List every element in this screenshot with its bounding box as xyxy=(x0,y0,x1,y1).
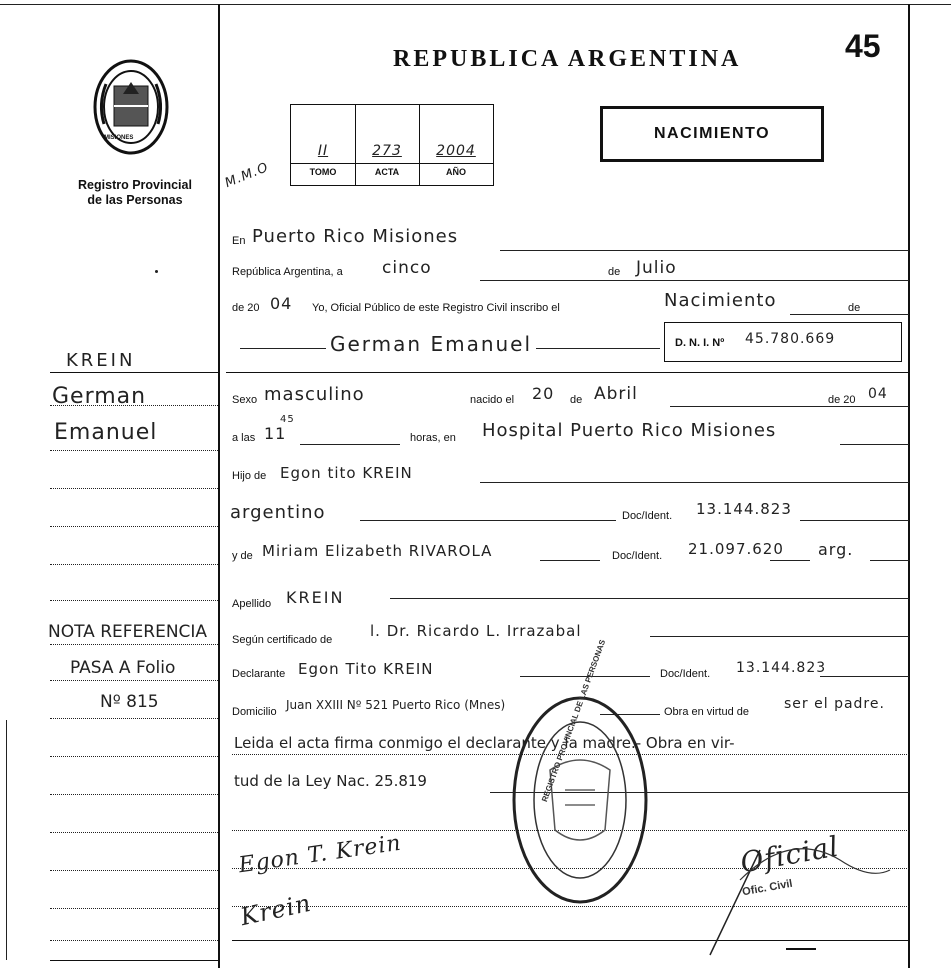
sexo-label: Sexo xyxy=(232,394,258,406)
acta-label: ACTA xyxy=(374,167,400,177)
place: Puerto Rico Misiones xyxy=(252,226,459,247)
certificado-value: l. Dr. Ricardo L. Irrazabal xyxy=(370,622,582,640)
dni-label: D. N. I. Nº xyxy=(675,337,725,349)
mother-doc: 21.097.620 xyxy=(688,540,784,558)
registry-box xyxy=(290,104,494,186)
dni-box xyxy=(664,322,902,362)
segun-label: Según certificado de xyxy=(232,634,333,646)
horas-label: horas, en xyxy=(410,432,456,444)
mother-label: y de xyxy=(232,550,253,562)
tomo-value: II xyxy=(317,143,329,159)
en-label: En xyxy=(232,235,246,247)
declarante-label: Declarante xyxy=(232,668,286,680)
record-type: NACIMIENTO xyxy=(653,125,771,142)
act-type: Nacimiento xyxy=(664,290,777,311)
dot-mark xyxy=(155,270,158,273)
birth-day: 20 xyxy=(532,384,555,403)
seal-caption: MISIONES xyxy=(104,135,134,141)
father-doc-label: Doc/Ident. xyxy=(622,510,673,522)
month: Julio xyxy=(636,258,677,278)
hour: 11 xyxy=(264,424,287,443)
right-border xyxy=(908,4,910,968)
nota-referencia: NOTA REFERENCIA xyxy=(48,622,208,642)
day-word: cinco xyxy=(382,258,432,278)
mother-name: Miriam Elizabeth RIVAROLA xyxy=(262,542,493,560)
registry-name: Registro Provincial de las Personas xyxy=(78,178,192,207)
signature-stroke-icon xyxy=(700,820,900,960)
record-type-box xyxy=(600,106,824,162)
father-nationality: argentino xyxy=(230,502,326,523)
official-seal-icon xyxy=(505,690,655,910)
acta-value: 273 xyxy=(372,143,402,159)
hijo-label: Hijo de xyxy=(232,470,267,482)
nota-number: Nº 815 xyxy=(100,692,159,712)
leida-line-2: tud de la Ley Nac. 25.819 xyxy=(234,772,427,790)
de2-label: de xyxy=(848,302,861,314)
nacido-label: nacido el xyxy=(470,394,515,406)
domicilio-value: Juan XXIII Nº 521 Puerto Rico (Mnes) xyxy=(286,698,506,712)
column-divider xyxy=(218,4,220,968)
signature-official: Oficial xyxy=(737,829,842,880)
birth-month: Abril xyxy=(594,384,638,404)
father-name: Egon tito KREIN xyxy=(280,464,413,482)
year-suffix: 04 xyxy=(270,294,293,313)
sexo-value: masculino xyxy=(264,384,365,405)
ano-value: 2004 xyxy=(436,143,476,159)
de2004-label: de 20 xyxy=(828,394,856,406)
birth-year-suffix: 04 xyxy=(868,386,888,402)
republica-label: República Argentina, a xyxy=(232,266,343,278)
sidebar-top-rule xyxy=(50,372,218,373)
father-doc: 13.144.823 xyxy=(696,500,792,518)
minutes: 45 xyxy=(280,414,295,425)
signature-declarante: Egon T. Krein xyxy=(237,830,404,879)
domicilio-label: Domicilio xyxy=(232,706,277,718)
obra-value: ser el padre. xyxy=(784,696,885,712)
de20-label: de 20 xyxy=(232,302,260,314)
sidebar-surname: KREIN xyxy=(66,350,136,371)
official-seal-text: REGISTRO PROVINCIAL DE LAS PERSONAS xyxy=(540,638,608,804)
declarante-doc-label: Doc/Ident. xyxy=(660,668,711,680)
child-name: German Emanuel xyxy=(326,332,536,356)
tomo-label: TOMO xyxy=(309,167,337,177)
nota-folio: PASA A Folio xyxy=(70,658,176,678)
sidebar-first-name: German xyxy=(52,384,147,409)
signature-mother: Krein xyxy=(237,888,314,932)
de3-label: de xyxy=(570,394,583,406)
top-border xyxy=(0,4,951,5)
declarante-doc: 13.144.823 xyxy=(736,660,827,676)
province-seal-icon xyxy=(88,54,174,160)
left-edge-line xyxy=(6,720,7,960)
ano-label: AÑO xyxy=(446,167,466,177)
birth-place: Hospital Puerto Rico Misiones xyxy=(482,420,777,441)
apellido-label: Apellido xyxy=(232,598,272,610)
alas-label: a las xyxy=(232,432,256,444)
mother-nationality: arg. xyxy=(818,540,854,559)
apellido-value: KREIN xyxy=(286,588,345,607)
official-stamp: Ofic. Civil xyxy=(741,877,794,899)
sidebar-middle-name: Emanuel xyxy=(54,420,158,445)
declarante-value: Egon Tito KREIN xyxy=(298,660,434,678)
yo-label: Yo, Oficial Público de este Registro Civil inscribo el xyxy=(312,302,560,314)
mmo-initials: M.M.O xyxy=(222,159,272,192)
country-title: REPUBLICA ARGENTINA xyxy=(393,46,742,72)
leida-line-1: Leida el acta firma conmigo el declarante y la madre.- Obra en vir- xyxy=(234,734,735,752)
dni-value: 45.780.669 xyxy=(745,331,836,347)
mother-doc-label: Doc/Ident. xyxy=(612,550,663,562)
de-label: de xyxy=(608,266,621,278)
page-number: 45 xyxy=(845,28,881,64)
obra-label: Obra en virtud de xyxy=(664,706,749,718)
